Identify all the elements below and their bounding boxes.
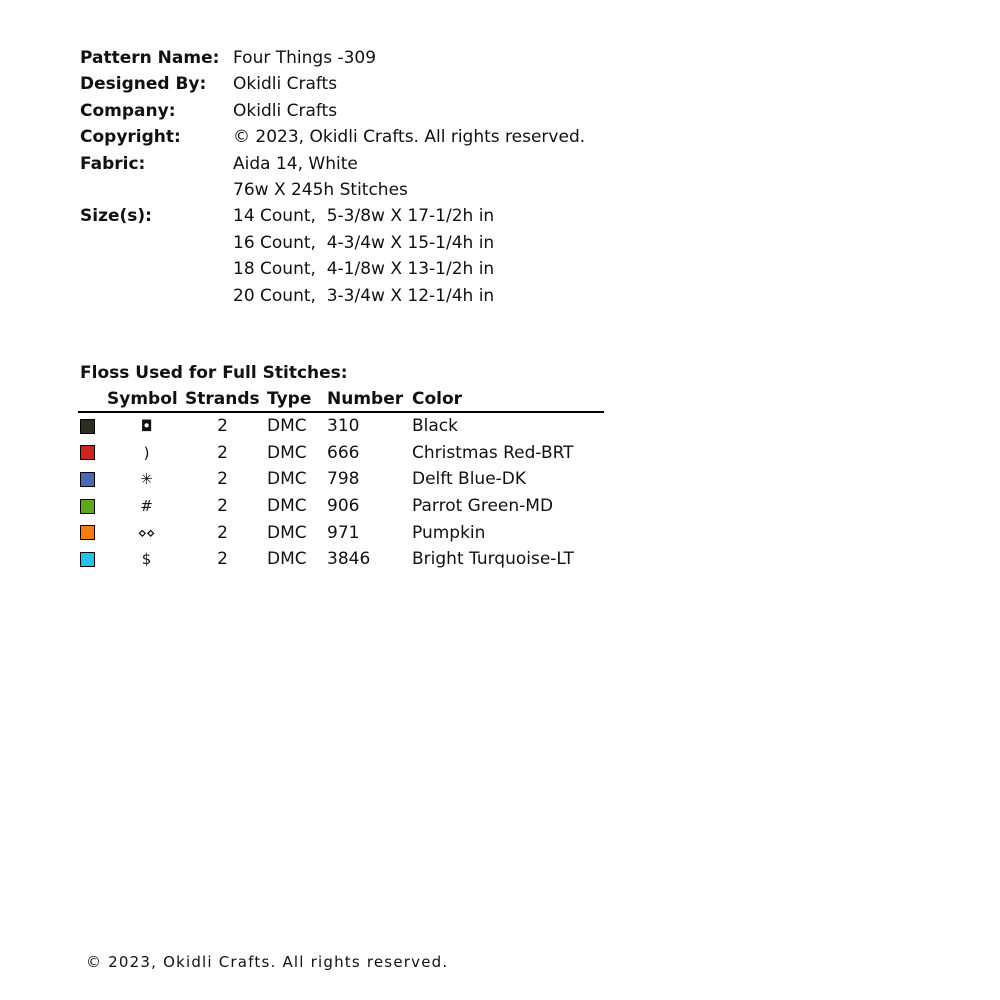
stitch-symbol: ) [143,443,149,462]
floss-row-310 [80,413,604,440]
info-row-fabric [80,151,585,177]
strands-value: 2 [217,416,228,437]
color-swatch [80,525,107,540]
number-value: 971 [327,522,360,543]
color-name: Black [412,416,458,437]
info-value: 76w X 245h Stitches [233,180,408,201]
info-label: Designed By: [80,74,207,95]
floss-row-906 [80,493,604,520]
info-label [80,230,233,256]
stitch-symbol: ◘ [140,417,152,436]
info-row-pattern-name [80,45,585,71]
number-value: 798 [327,469,360,490]
floss-table-title: Floss Used for Full Stitches: [80,363,348,383]
info-row-company [80,98,585,124]
header-spacer [80,388,107,410]
type-value: DMC [267,522,307,543]
number-value: 666 [327,442,360,463]
info-row-copyright [80,124,585,150]
strands-value: 2 [217,522,228,543]
info-label: Copyright: [80,127,181,148]
floss-row-3846 [80,546,604,573]
info-value: 18 Count, 4-1/8w X 13-1/2h in [233,259,495,280]
footer-copyright: © 2023, Okidli Crafts. All rights reserved. [86,953,449,971]
floss-row-666 [80,440,604,467]
type-value: DMC [267,416,307,437]
number-value: 310 [327,416,360,437]
color-swatch [80,445,107,460]
strands-value: 2 [217,496,228,517]
info-row-stitch-count [80,177,585,203]
type-value: DMC [267,549,307,570]
info-label [80,283,233,309]
info-row-size-16 [80,230,585,256]
color-name: Delft Blue-DK [412,469,527,490]
strands-value: 2 [217,469,228,490]
color-swatch [80,499,107,514]
info-value: © 2023, Okidli Crafts. All rights reserved. [233,127,586,148]
stitch-symbol: $ [141,550,151,569]
swatch-red [80,445,95,460]
info-value: 14 Count, 5-3/8w X 17-1/2h in [233,206,495,227]
stitch-symbol: # [140,497,152,516]
header-strands: Strands [185,389,260,409]
info-label: Size(s): [80,206,152,227]
info-label [80,177,233,203]
info-value: Aida 14, White [233,153,358,174]
color-name: Christmas Red-BRT [412,442,574,463]
info-row-size-20 [80,283,585,309]
info-value: Four Things -309 [233,48,377,68]
type-value: DMC [267,496,307,517]
info-label: Fabric: [80,153,146,174]
swatch-turquoise [80,552,95,567]
type-value: DMC [267,469,307,490]
swatch-black [80,419,95,434]
floss-table-header [80,388,604,410]
swatch-orange [80,525,95,540]
strands-value: 2 [217,549,228,570]
info-row-size-18 [80,256,585,282]
floss-table [80,360,604,573]
header-color: Color [412,389,463,409]
color-swatch [80,552,107,567]
header-type: Type [267,389,312,409]
type-value: DMC [267,442,307,463]
info-row-size-14 [80,203,585,229]
number-value: 906 [327,496,360,517]
info-label: Pattern Name: [80,48,220,68]
floss-row-971 [80,519,604,546]
stitch-symbol: ⋄⋄ [137,523,155,542]
stitch-symbol: ✳ [140,470,152,489]
header-symbol: Symbol [107,389,178,409]
number-value: 3846 [327,549,371,570]
info-label [80,256,233,282]
color-name: Parrot Green-MD [412,496,554,517]
info-value: 16 Count, 4-3/4w X 15-1/4h in [233,232,495,253]
floss-row-798 [80,466,604,493]
pattern-info-block [80,45,585,309]
color-name: Bright Turquoise-LT [412,549,574,570]
info-label: Company: [80,100,176,121]
strands-value: 2 [217,442,228,463]
info-value: Okidli Crafts [233,74,338,95]
info-value: 20 Count, 3-3/4w X 12-1/4h in [233,285,495,306]
info-value: Okidli Crafts [233,100,338,121]
color-swatch [80,419,107,434]
swatch-blue [80,472,95,487]
info-row-designed-by [80,71,585,97]
color-name: Pumpkin [412,522,486,543]
color-swatch [80,472,107,487]
swatch-green [80,499,95,514]
header-number: Number [327,389,404,409]
